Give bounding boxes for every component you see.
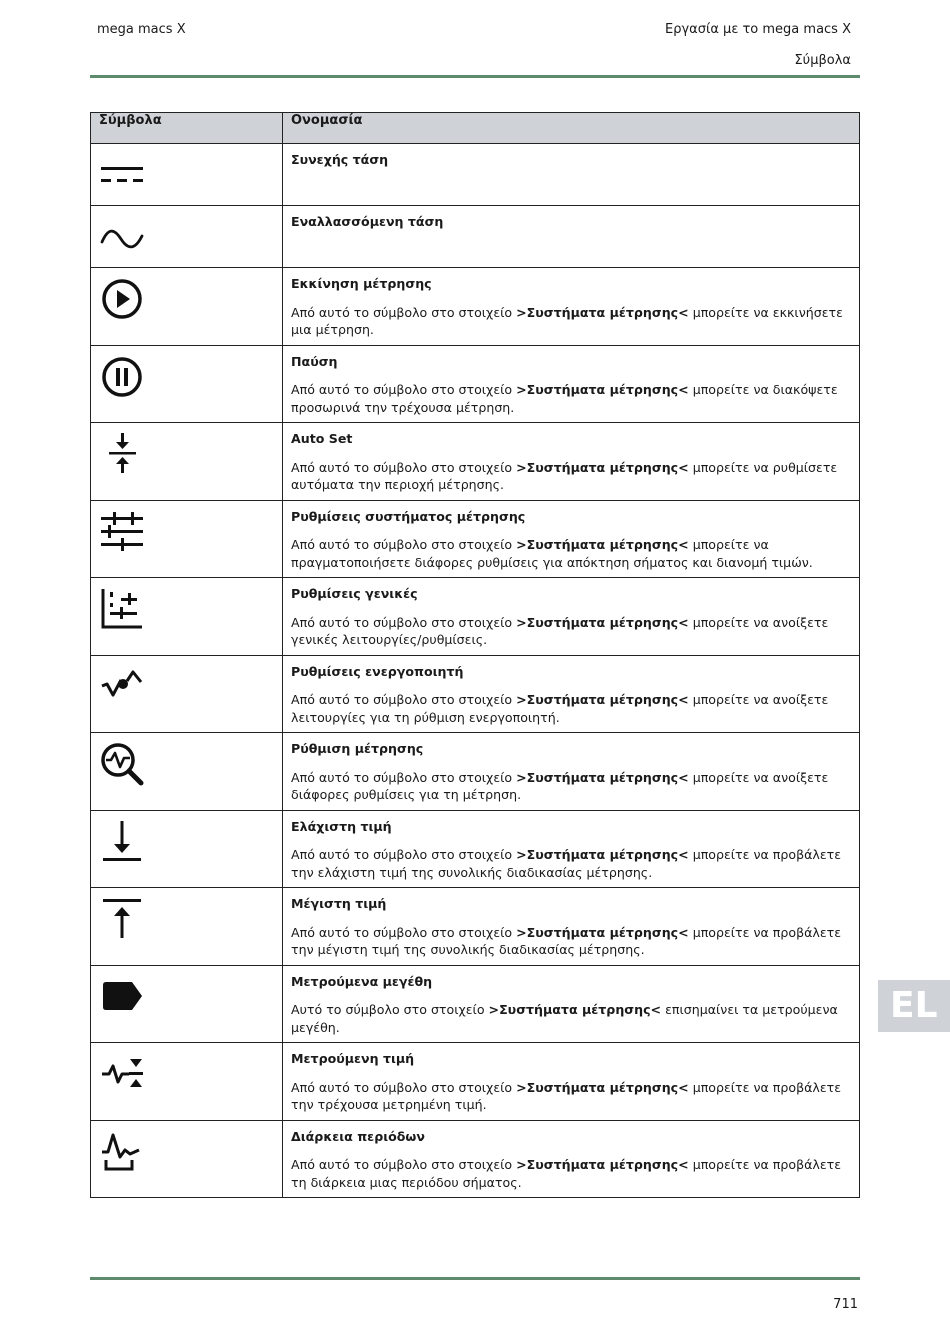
actuator-settings-icon (99, 664, 145, 710)
description-text: Από αυτό το σύμβολο στο στοιχείο (291, 847, 517, 862)
row-description (291, 769, 851, 804)
description-text: μπορείτε να ανοίξετε διάφορες ρυθμίσεις για τη μέτρηση. (291, 769, 829, 802)
table-row (91, 345, 860, 423)
description-text: μπορείτε να διακόψετε προσωρινά την τρέχουσα μέτρηση. (291, 382, 838, 415)
table-row (91, 268, 860, 346)
menu-reference: >Συστήματα μέτρησης< (516, 924, 689, 940)
row-title: Παύση (291, 353, 338, 369)
table-row (91, 500, 860, 578)
description-cell (283, 810, 860, 888)
ac-voltage-icon (99, 214, 145, 260)
page-number: 711 (833, 1297, 858, 1312)
symbol-cell (91, 655, 283, 733)
header-divider (90, 75, 860, 78)
row-description (291, 536, 851, 571)
footer-divider (90, 1277, 860, 1280)
row-title: Μετρούμενη τιμή (291, 1051, 415, 1066)
description-cell (283, 1120, 860, 1198)
description-text: Από αυτό το σύμβολο στο στοιχείο (291, 537, 517, 552)
header-subsection-title: Σύμβολα (794, 53, 851, 68)
description-text: Από αυτό το σύμβολο στο στοιχείο (291, 692, 517, 707)
row-title: Εναλλασσόμενη τάση (291, 214, 444, 229)
description-text: Από αυτό το σύμβολο στο στοιχείο (291, 304, 517, 320)
symbol-cell (91, 1043, 283, 1121)
row-description (291, 459, 851, 494)
symbol-cell (91, 888, 283, 966)
table-row (91, 733, 860, 811)
description-text: μπορείτε να εκκινήσετε μια μέτρηση. (291, 304, 843, 337)
table-row (91, 206, 860, 268)
row-title: Ρυθμίσεις ενεργοποιητή (291, 663, 464, 679)
row-description (291, 304, 851, 339)
row-description (291, 1079, 851, 1114)
row-title: Ρυθμίσεις γενικές (291, 586, 418, 601)
symbol-cell (91, 733, 283, 811)
symbol-cell (91, 810, 283, 888)
row-title: Συνεχής τάση (291, 152, 389, 167)
menu-reference: >Συστήματα μέτρησης< (516, 537, 689, 552)
row-description (291, 846, 851, 881)
table-row (91, 1120, 860, 1198)
measurement-setting-icon (99, 741, 145, 787)
column-header-name: Ονομασία (283, 113, 860, 144)
maximum-value-icon (99, 896, 145, 942)
row-description (291, 614, 851, 649)
auto-set-icon (99, 431, 145, 477)
symbol-cell (91, 345, 283, 423)
period-duration-icon (99, 1129, 145, 1175)
measured-value-icon (99, 1051, 145, 1097)
description-cell (283, 423, 860, 501)
symbol-cell (91, 268, 283, 346)
menu-reference: >Συστήματα μέτρησης< (516, 304, 689, 320)
description-text: μπορείτε να ανοίξετε γενικές λειτουργίες/ρυθμίσεις. (291, 614, 829, 647)
table-row (91, 1043, 860, 1121)
pause-circle-icon (99, 354, 145, 400)
row-title: Auto Set (291, 431, 353, 446)
row-title: Ρύθμιση μέτρησης (291, 741, 424, 756)
description-text: Από αυτό το σύμβολο στο στοιχείο (291, 1157, 517, 1172)
description-text: Από αυτό το σύμβολο στο στοιχείο (291, 1079, 517, 1095)
description-cell (283, 500, 860, 578)
row-title: Ελάχιστη τιμή (291, 818, 392, 834)
description-text: Αυτό το σύμβολο στο στοιχείο (291, 1002, 489, 1017)
table-row (91, 578, 860, 656)
menu-reference: >Συστήματα μέτρησης< (516, 1157, 689, 1172)
description-cell (283, 144, 860, 206)
row-title: Εκκίνηση μέτρησης (291, 276, 432, 291)
symbol-cell (91, 1120, 283, 1198)
measurement-system-settings-icon (99, 509, 145, 555)
row-title: Μετρούμενα μεγέθη (291, 973, 433, 989)
measured-quantities-tag-icon (99, 974, 145, 1020)
general-settings-icon (99, 586, 145, 632)
description-text: μπορείτε να προβάλετε την τρέχουσα μετρημένη τιμή. (291, 1079, 842, 1112)
language-tab: EL (878, 980, 950, 1032)
row-description (291, 1001, 851, 1036)
dc-voltage-icon (99, 152, 145, 198)
description-text: Από αυτό το σύμβολο στο στοιχείο (291, 614, 517, 630)
symbol-cell (91, 144, 283, 206)
description-cell (283, 206, 860, 268)
row-title: Μέγιστη τιμή (291, 896, 387, 911)
description-text: Από αυτό το σύμβολο στο στοιχείο (291, 924, 517, 940)
table-row (91, 423, 860, 501)
description-text: μπορείτε να προβάλετε την μέγιστη τιμή της συνολικής διαδικασίας μέτρησης. (291, 924, 842, 957)
description-text: μπορείτε να προβάλετε την ελάχιστη τιμή της συνολικής διαδικασίας μέτρησης. (291, 847, 842, 880)
description-text: μπορείτε να ρυθμίσετε αυτόματα την περιοχή μέτρησης. (291, 459, 838, 492)
symbol-cell (91, 206, 283, 268)
description-text: Από αυτό το σύμβολο στο στοιχείο (291, 382, 517, 397)
menu-reference: >Συστήματα μέτρησης< (488, 1002, 662, 1017)
description-cell (283, 345, 860, 423)
description-text: μπορείτε να πραγματοποιήσετε διάφορες ρυθμίσεις για απόκτηση σήματος και διανομή τιμών. (291, 537, 813, 570)
header-chapter-title: Εργασία με το mega macs X (664, 22, 851, 37)
table-row (91, 810, 860, 888)
symbols-table (90, 112, 860, 1198)
menu-reference: >Συστήματα μέτρησης< (516, 847, 689, 862)
header-section (665, 14, 851, 76)
table-row (91, 965, 860, 1043)
row-title: Ρυθμίσεις συστήματος μέτρησης (291, 508, 526, 524)
row-description (291, 381, 851, 416)
table-header-row (91, 113, 860, 144)
description-cell (283, 965, 860, 1043)
description-text: Από αυτό το σύμβολο στο στοιχείο (291, 769, 517, 785)
header-product-name: mega macs X (97, 22, 186, 37)
row-description (291, 1156, 851, 1191)
play-circle-icon (99, 276, 145, 322)
table-row (91, 144, 860, 206)
row-description (291, 691, 851, 726)
description-text: μπορείτε να προβάλετε τη διάρκεια μιας περιόδου σήματος. (291, 1157, 842, 1190)
symbol-cell (91, 500, 283, 578)
description-cell (283, 733, 860, 811)
description-cell (283, 268, 860, 346)
column-header-symbols: Σύμβολα (91, 113, 283, 144)
description-text: επισημαίνει τα μετρούμενα μεγέθη. (291, 1002, 838, 1035)
description-text: μπορείτε να ανοίξετε λειτουργίες για τη ρύθμιση ενεργοποιητή. (291, 692, 829, 725)
description-cell (283, 888, 860, 966)
symbol-cell (91, 578, 283, 656)
menu-reference: >Συστήματα μέτρησης< (516, 1079, 689, 1095)
symbol-cell (91, 423, 283, 501)
row-title: Διάρκεια περιόδων (291, 1128, 425, 1144)
table-row (91, 655, 860, 733)
symbol-cell (91, 965, 283, 1043)
menu-reference: >Συστήματα μέτρησης< (516, 769, 689, 785)
menu-reference: >Συστήματα μέτρησης< (516, 459, 689, 475)
menu-reference: >Συστήματα μέτρησης< (516, 614, 689, 630)
menu-reference: >Συστήματα μέτρησης< (516, 382, 689, 397)
description-cell (283, 578, 860, 656)
table-row (91, 888, 860, 966)
row-description (291, 924, 851, 959)
minimum-value-icon (99, 819, 145, 865)
description-text: Από αυτό το σύμβολο στο στοιχείο (291, 459, 517, 475)
description-cell (283, 1043, 860, 1121)
description-cell (283, 655, 860, 733)
menu-reference: >Συστήματα μέτρησης< (516, 692, 689, 707)
